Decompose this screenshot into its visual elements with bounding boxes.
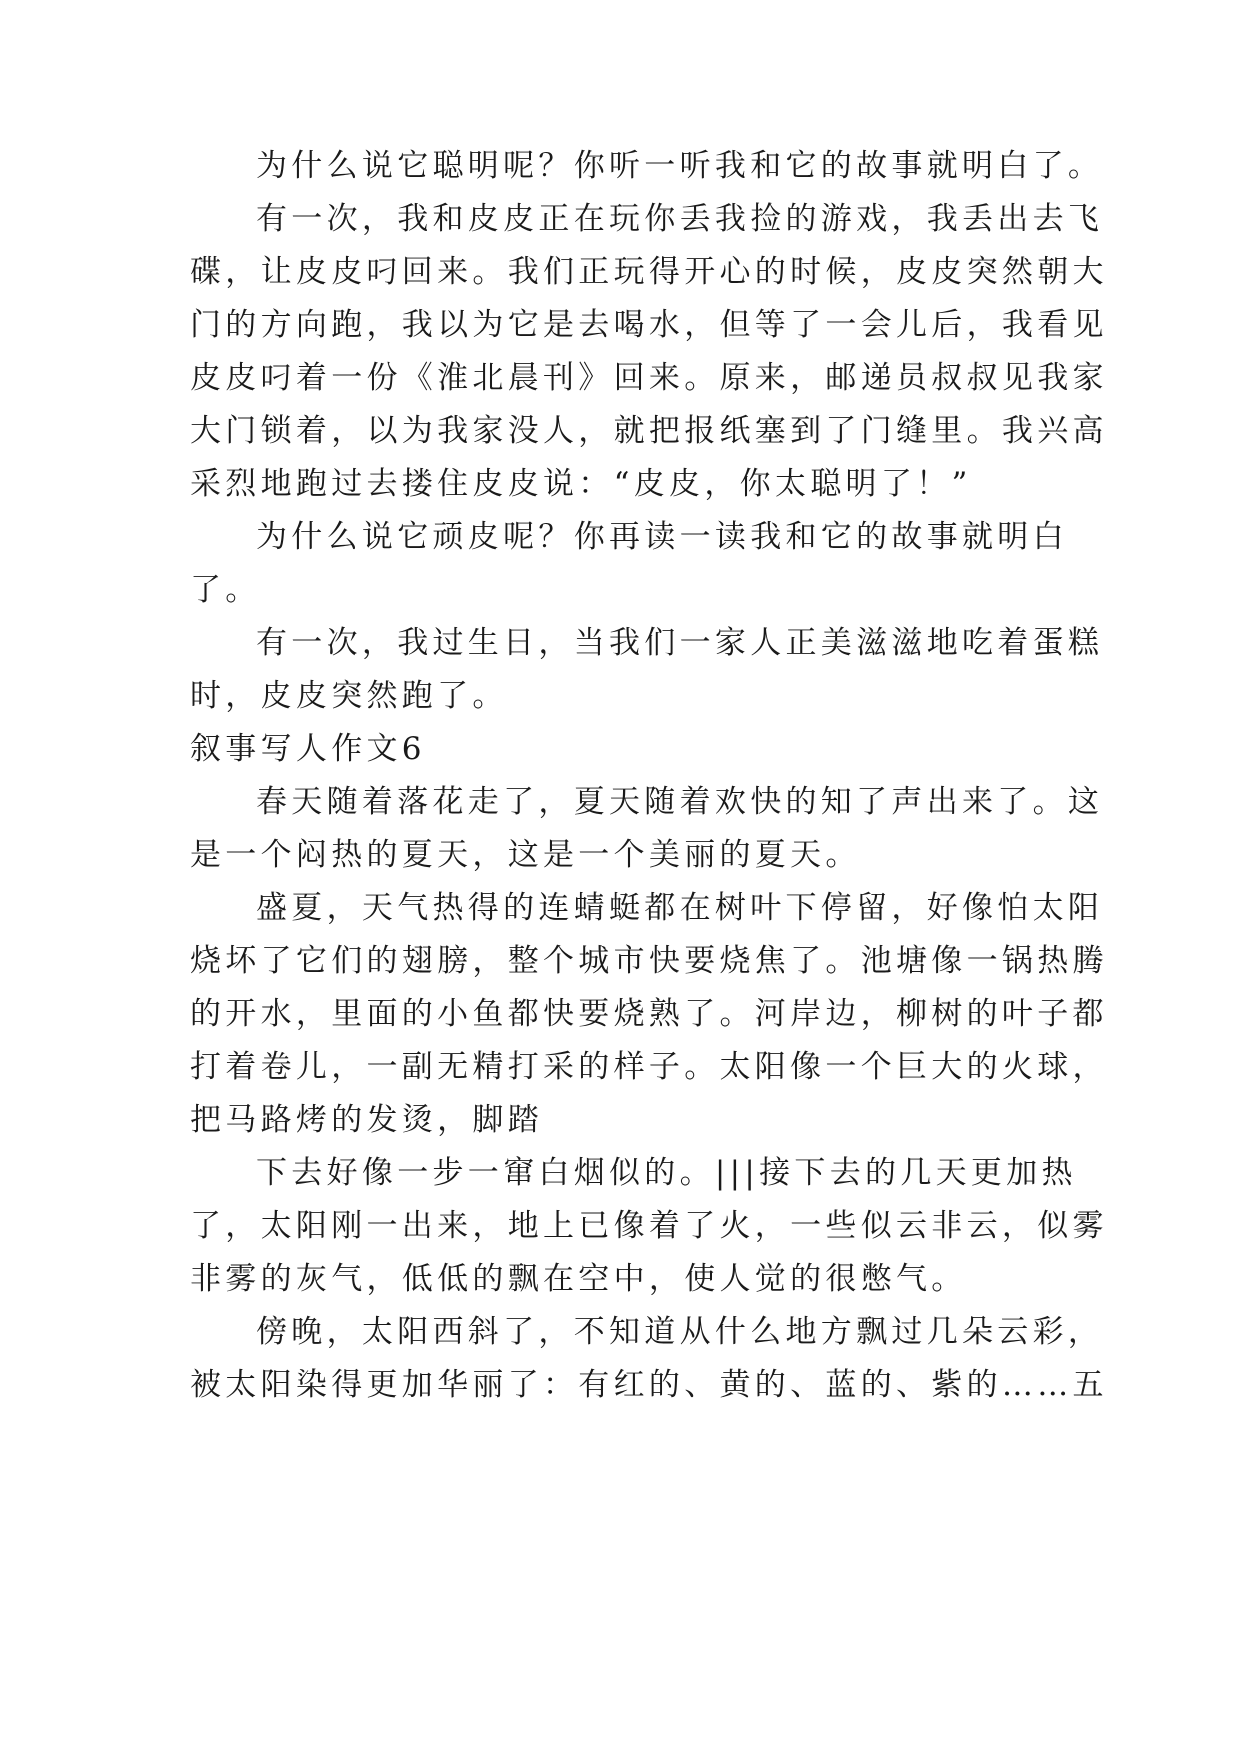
text-line: 春天随着落花走了，夏天随着欢快的知了声出来了。这 — [256, 784, 1104, 820]
text-line: 傍晚，太阳西斜了，不知道从什么地方飘过几朵云彩， — [256, 1314, 1104, 1350]
text-line: 了。 — [190, 572, 261, 608]
text-line: 被太阳染得更加华丽了：有红的、黄的、蓝的、紫的……五 — [190, 1367, 1108, 1403]
text-line: 把马路烤的发烫，脚踏 — [190, 1102, 543, 1138]
text-line: 时，皮皮突然跑了。 — [190, 678, 508, 714]
text-line: 了，太阳刚一出来，地上已像着了火，一些似云非云，似雾 — [190, 1208, 1108, 1244]
text-line: 为什么说它聪明呢？你听一听我和它的故事就明白了。 — [256, 148, 1104, 184]
text-line: 盛夏，天气热得的连蜻蜓都在树叶下停留，好像怕太阳 — [256, 890, 1104, 926]
text-line: 是一个闷热的夏天，这是一个美丽的夏天。 — [190, 837, 861, 873]
text-line: 门的方向跑，我以为它是去喝水，但等了一会儿后，我看见 — [190, 307, 1108, 343]
text-line: 有一次，我过生日，当我们一家人正美滋滋地吃着蛋糕 — [256, 625, 1104, 661]
text-line: 为什么说它顽皮呢？你再读一读我和它的故事就明白 — [256, 519, 1068, 555]
text-line: 下去好像一步一窜白烟似的。|||接下去的几天更加热 — [256, 1155, 1077, 1191]
text-line: 碟，让皮皮叼回来。我们正玩得开心的时候，皮皮突然朝大 — [190, 254, 1108, 290]
text-line: 采烈地跑过去搂住皮皮说：“皮皮，你太聪明了！” — [190, 466, 972, 502]
text-line: 的开水，里面的小鱼都快要烧熟了。河岸边，柳树的叶子都 — [190, 996, 1108, 1032]
text-line: 非雾的灰气，低低的飘在空中，使人觉的很憋气。 — [190, 1261, 967, 1297]
text-line: 打着卷儿，一副无精打采的样子。太阳像一个巨大的火球， — [190, 1049, 1108, 1085]
text-line: 皮皮叼着一份《淮北晨刊》回来。原来，邮递员叔叔见我家 — [190, 360, 1108, 396]
text-line: 有一次，我和皮皮正在玩你丢我捡的游戏，我丢出去飞 — [256, 201, 1104, 237]
section-heading: 叙事写人作文6 — [190, 731, 426, 767]
text-line: 烧坏了它们的翅膀，整个城市快要烧焦了。池塘像一锅热腾 — [190, 943, 1108, 979]
text-line: 大门锁着，以为我家没人，就把报纸塞到了门缝里。我兴高 — [190, 413, 1108, 449]
